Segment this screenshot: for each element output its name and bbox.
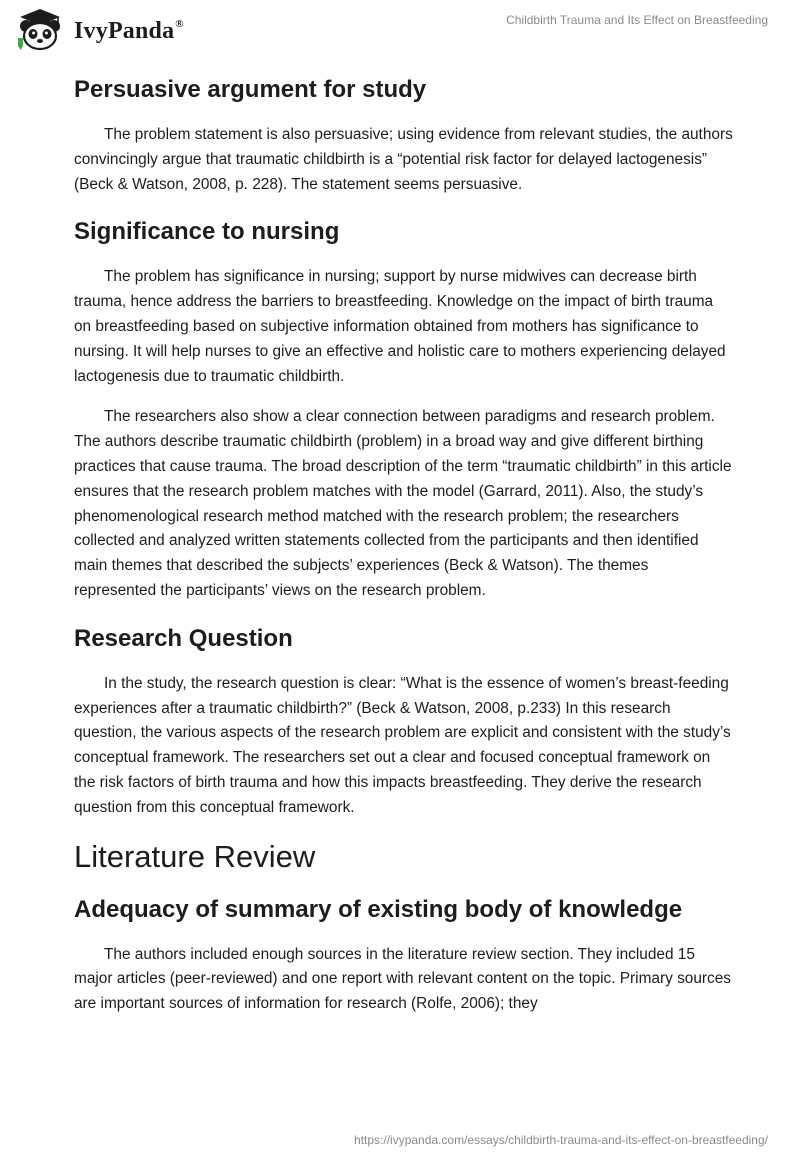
paragraph-persuasive: The problem statement is also persuasive; using evidence from relevant studies, the authors convincingly argue that traumatic childbirth is a “potential risk factor for delayed lactogenesis” (Beck & Watson, 2008, p. 228). The statement seems persuasive. (74, 126, 733, 193)
source-url-link[interactable]: https://ivypanda.com/essays/childbirth-trauma-and-its-effect-on-breastfeeding/ (354, 1133, 768, 1147)
panda-logo-icon (14, 8, 66, 52)
site-logo[interactable] (14, 8, 184, 52)
heading-literature-review: Literature Review (74, 838, 316, 874)
heading-research-question: Research Question (74, 624, 293, 652)
document-title: Childbirth Trauma and Its Effect on Breastfeeding (506, 13, 768, 27)
article-body (74, 70, 734, 1017)
paragraph-adequacy: The authors included enough sources in the literature review section. They included 15 major articles (peer-reviewed) and one report with relevant content on the topic. Primary sources are important sources of information for research (Rolfe, 2006); they (74, 945, 731, 1013)
heading-significance-to-nursing: Significance to nursing (74, 218, 340, 246)
heading-adequacy-of-summary: Adequacy of summary of existing body of knowledge (74, 895, 683, 923)
brand-name: IvyPanda® (74, 17, 184, 44)
paragraph-research-question: In the study, the research question is clear: “What is the essence of women’s breast-feeding experiences after a traumatic childbirth?” (Beck & Watson, 2008, p.233) In this research question, the various aspects of the research problem are explicit and consistent with the study’s conceptual framework. The researchers set out a clear and focused conceptual framework on the risk factors of birth trauma and how this impacts breastfeeding. They derive the research question from this conceptual framework. (74, 674, 731, 816)
paragraph-significance-1: The problem has significance in nursing; support by nurse midwives can decrease birth trauma, hence address the barriers to breastfeeding. Knowledge on the impact of birth trauma on breastfeeding based on subjective information obtained from mothers has significance to nursing. It will help nurses to give an effective and holistic care to mothers experiencing delayed lactogenesis due to traumatic childbirth. (74, 268, 726, 385)
paragraph-significance-2: The researchers also show a clear connection between paradigms and research problem. The authors describe traumatic childbirth (problem) in a broad way and give different birthing practices that cause trauma. The broad description of the term “traumatic childbirth” in this article ensures that the research problem matches with the model (Garrard, 2011). Also, the study’s phenomenological research method matched with the research problem; the researchers collected and analyzed written statements collected from the participants and then identified main themes that described the subjects’ experiences (Beck & Watson). The themes represented the participants’ views on the research problem. (74, 408, 732, 599)
heading-persuasive-argument: Persuasive argument for study (74, 76, 427, 103)
